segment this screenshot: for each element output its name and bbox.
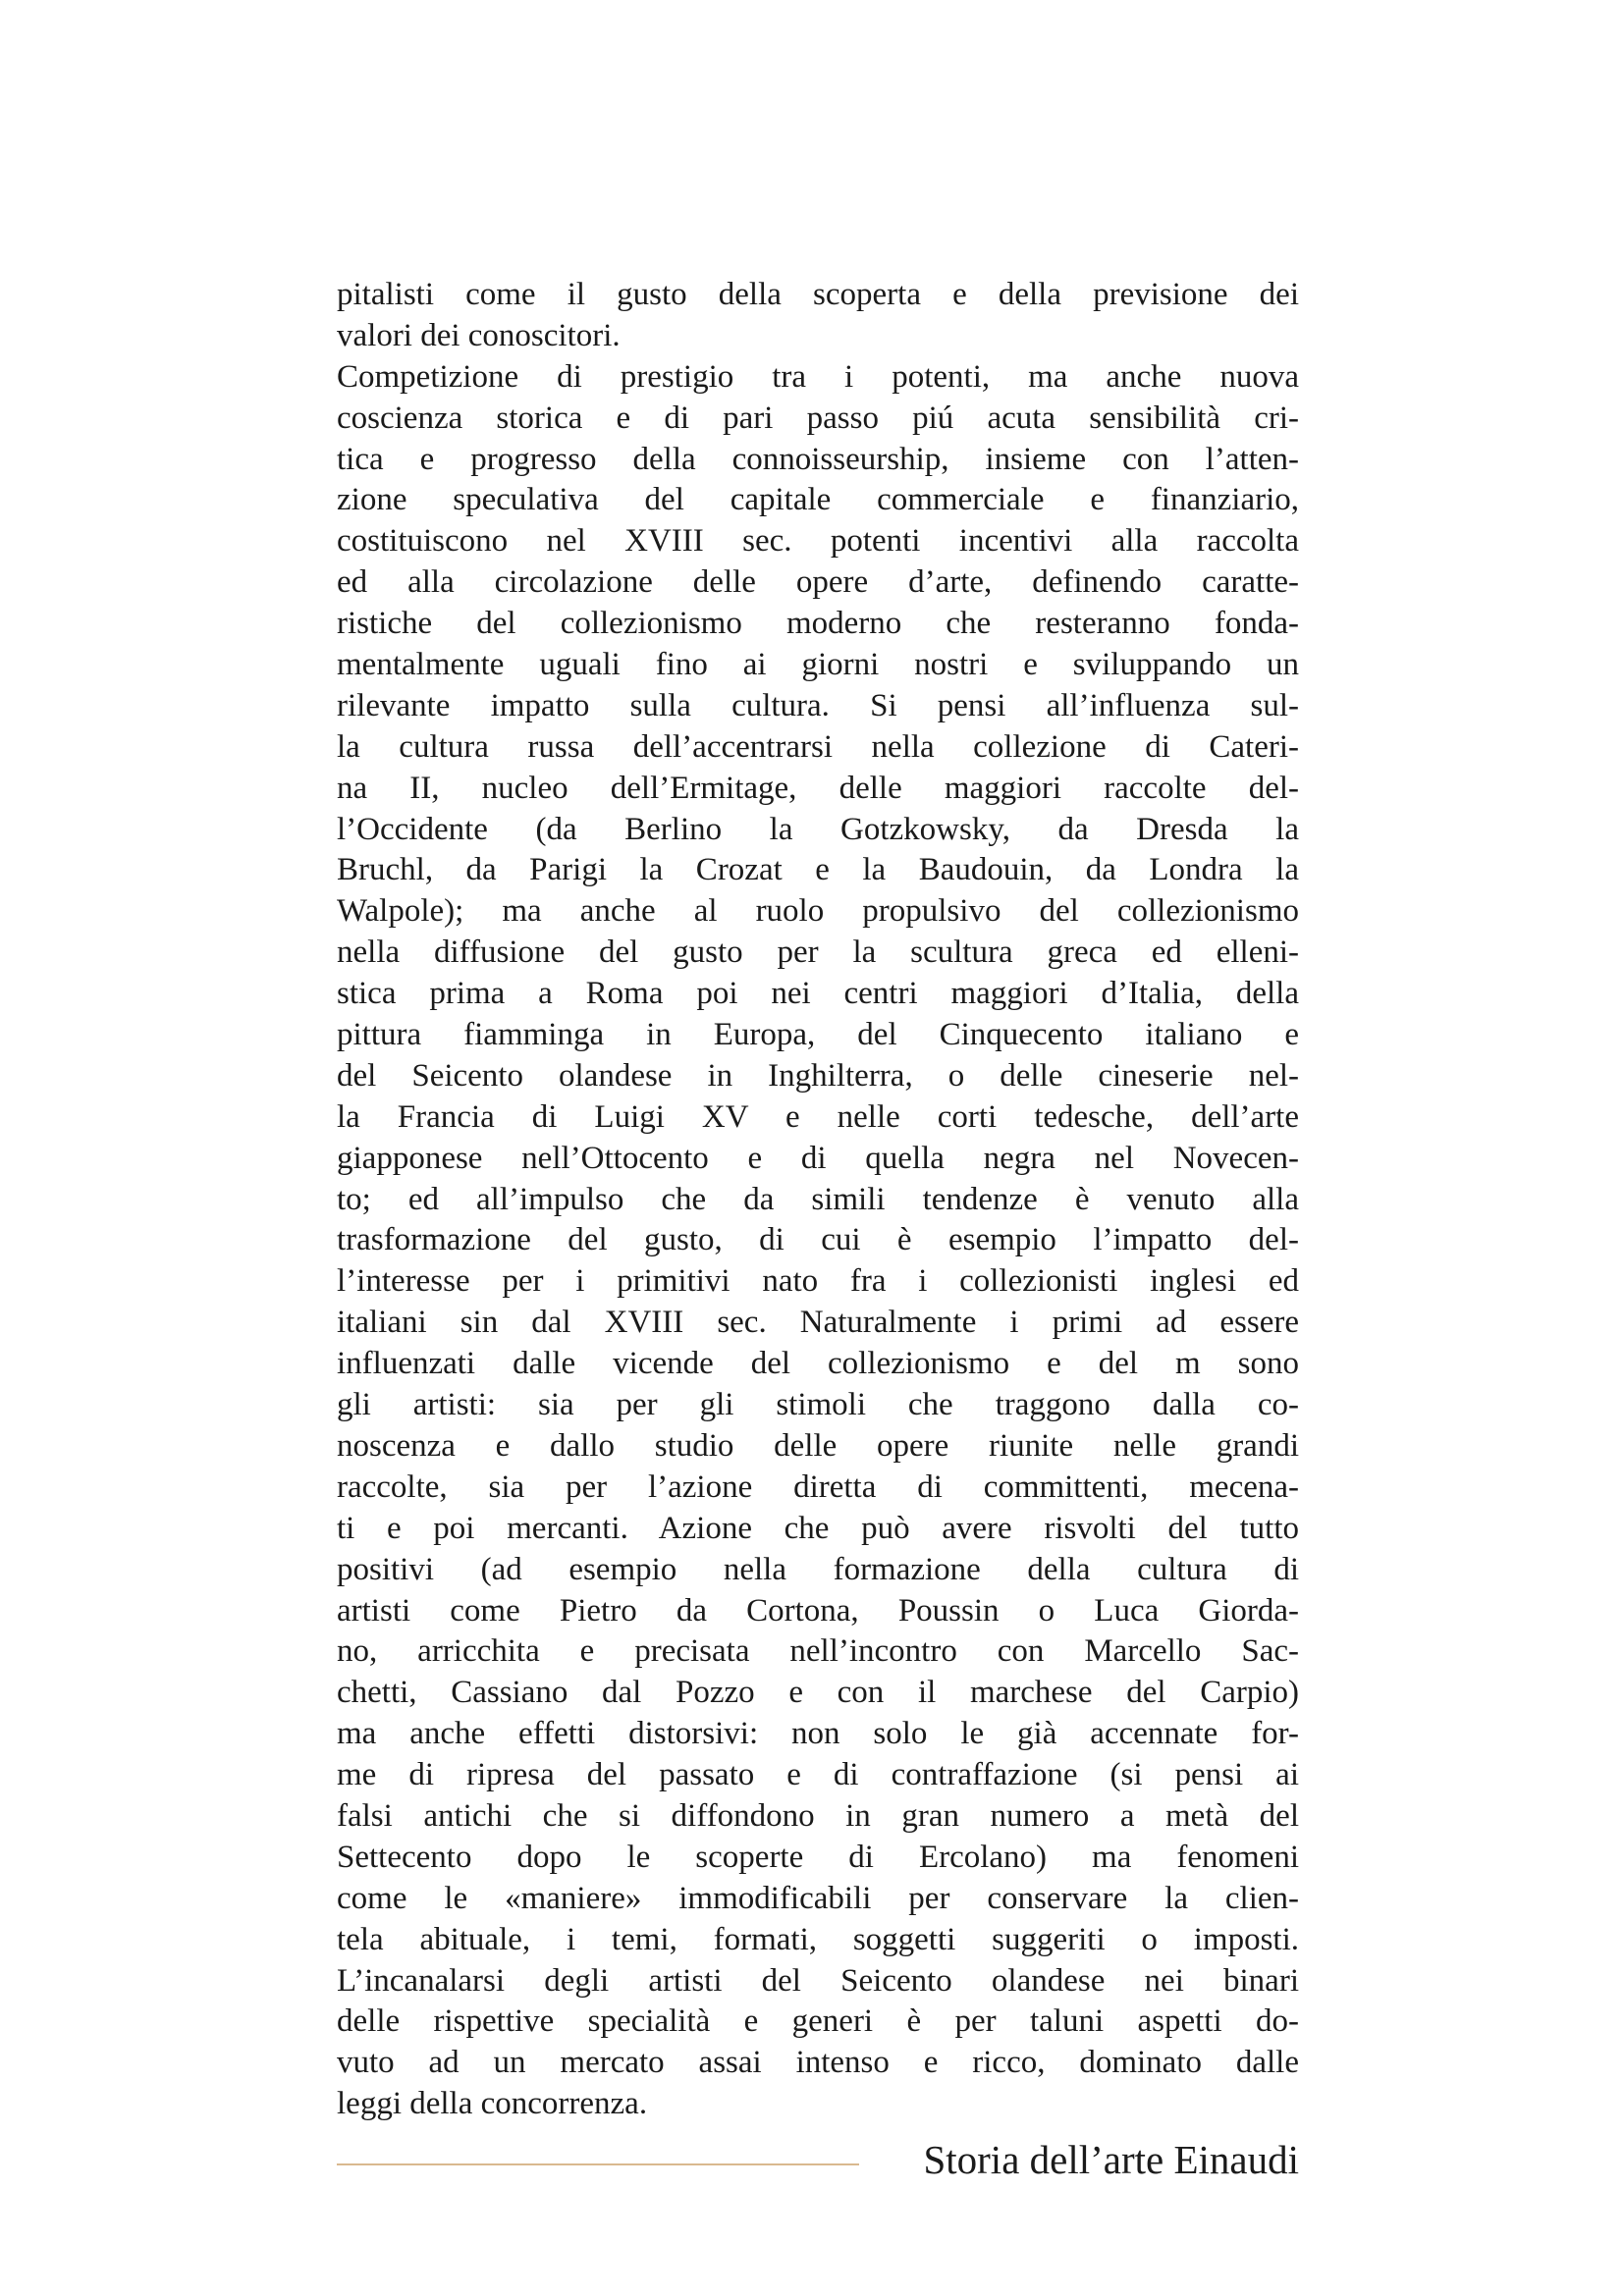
text-line: gli artisti: sia per gli stimoli che traggono dalla co-: [337, 1387, 1299, 1423]
text-line: italiani sin dal XVIII sec. Naturalmente i primi ad essere: [337, 1305, 1299, 1341]
text-line: tica e progresso della connoisseurship, insieme con l’atten-: [337, 441, 1299, 477]
footer-title: Storia dell’arte Einaudi: [923, 2137, 1299, 2182]
text-line: noscenza e dallo studio delle opere riunite nelle grandi: [337, 1427, 1299, 1464]
text-line: pittura fiamminga in Europa, del Cinquecento italiano e: [337, 1017, 1299, 1053]
text-line: pitalisti come il gusto della scoperta e della previsione dei: [337, 277, 1299, 312]
text-line: coscienza storica e di pari passo piú acuta sensibilità cri-: [337, 400, 1299, 436]
text-line: artisti come Pietro da Cortona, Poussin o Luca Giorda-: [337, 1592, 1299, 1629]
text-line: L’incanalarsi degli artisti del Seicento olandese nei binari: [337, 1962, 1299, 1999]
text-line: tela abituale, i temi, formati, soggetti suggeriti o imposti.: [337, 1921, 1299, 1957]
text-line: Competizione di prestigio tra i potenti, ma anche nuova: [337, 358, 1299, 395]
text-line: rilevante impatto sulla cultura. Si pensi all’influenza sul-: [337, 687, 1299, 723]
text-line: la Francia di Luigi XV e nelle corti tedesche, dell’arte: [337, 1098, 1299, 1135]
text-line: influenzati dalle vicende del collezionismo e del m sono: [337, 1346, 1299, 1382]
text-line: Settecento dopo le scoperte di Ercolano) ma fenomeni: [337, 1839, 1299, 1875]
text-line: vuto ad un mercato assai intenso e ricco, dominato dalle: [337, 2045, 1299, 2081]
text-line: giapponese nell’Ottocento e di quella negra nel Novecen-: [337, 1140, 1299, 1176]
text-line: positivi (ad esempio nella formazione della cultura di: [337, 1551, 1299, 1587]
text-line: Walpole); ma anche al ruolo propulsivo del collezionismo: [337, 893, 1299, 930]
text-line: leggi della concorrenza.: [337, 2086, 648, 2122]
footer-rule: [337, 2163, 859, 2165]
text-line: zione speculativa del capitale commerciale e finanziario,: [337, 482, 1299, 518]
text-line: l’interesse per i primitivi nato fra i collezionisti inglesi ed: [337, 1263, 1299, 1300]
text-line: delle rispettive specialità e generi è per taluni aspetti do-: [337, 2003, 1299, 2040]
text-line: Bruchl, da Parigi la Crozat e la Baudouin, da Londra la: [337, 852, 1299, 888]
text-line: na II, nucleo dell’Ermitage, delle maggiori raccolte del-: [337, 770, 1299, 806]
text-line: del Seicento olandese in Inghilterra, o delle cineserie nel-: [337, 1057, 1299, 1094]
text-line: falsi antichi che si diffondono in gran numero a metà del: [337, 1797, 1299, 1834]
text-line: me di ripresa del passato e di contraffazione (si pensi ai: [337, 1757, 1299, 1793]
text-line: la cultura russa dell’accentrarsi nella collezione di Cateri-: [337, 728, 1299, 765]
text-line: mentalmente uguali fino ai giorni nostri e sviluppando un: [337, 647, 1299, 683]
text-line: chetti, Cassiano dal Pozzo e con il marchese del Carpio): [337, 1675, 1299, 1711]
text-line: come le «maniere» immodificabili per conservare la clien-: [337, 1880, 1299, 1916]
text-line: costituiscono nel XVIII sec. potenti incentivi alla raccolta: [337, 523, 1299, 560]
text-line: trasformazione del gusto, di cui è esempio l’impatto del-: [337, 1222, 1299, 1258]
text-line: valori dei conoscitori.: [337, 317, 621, 353]
text-line: no, arricchita e precisata nell’incontro con Marcello Sac-: [337, 1633, 1299, 1670]
text-line: nella diffusione del gusto per la scultura greca ed elleni-: [337, 934, 1299, 971]
text-line: to; ed all’impulso che da simili tendenze è venuto alla: [337, 1181, 1299, 1217]
text-line: ristiche del collezionismo moderno che resteranno fonda-: [337, 606, 1299, 642]
text-line: raccolte, sia per l’azione diretta di committenti, mecena-: [337, 1468, 1299, 1505]
page-footer: [337, 2132, 1299, 2187]
text-line: l’Occidente (da Berlino la Gotzkowsky, da Dresda la: [337, 811, 1299, 847]
body-text: [337, 275, 1299, 2125]
text-line: ed alla circolazione delle opere d’arte, definendo caratte-: [337, 564, 1299, 601]
text-line: stica prima a Roma poi nei centri maggiori d’Italia, della: [337, 976, 1299, 1012]
text-line: ti e poi mercanti. Azione che può avere risvolti del tutto: [337, 1510, 1299, 1546]
text-line: ma anche effetti distorsivi: non solo le già accennate for-: [337, 1716, 1299, 1752]
